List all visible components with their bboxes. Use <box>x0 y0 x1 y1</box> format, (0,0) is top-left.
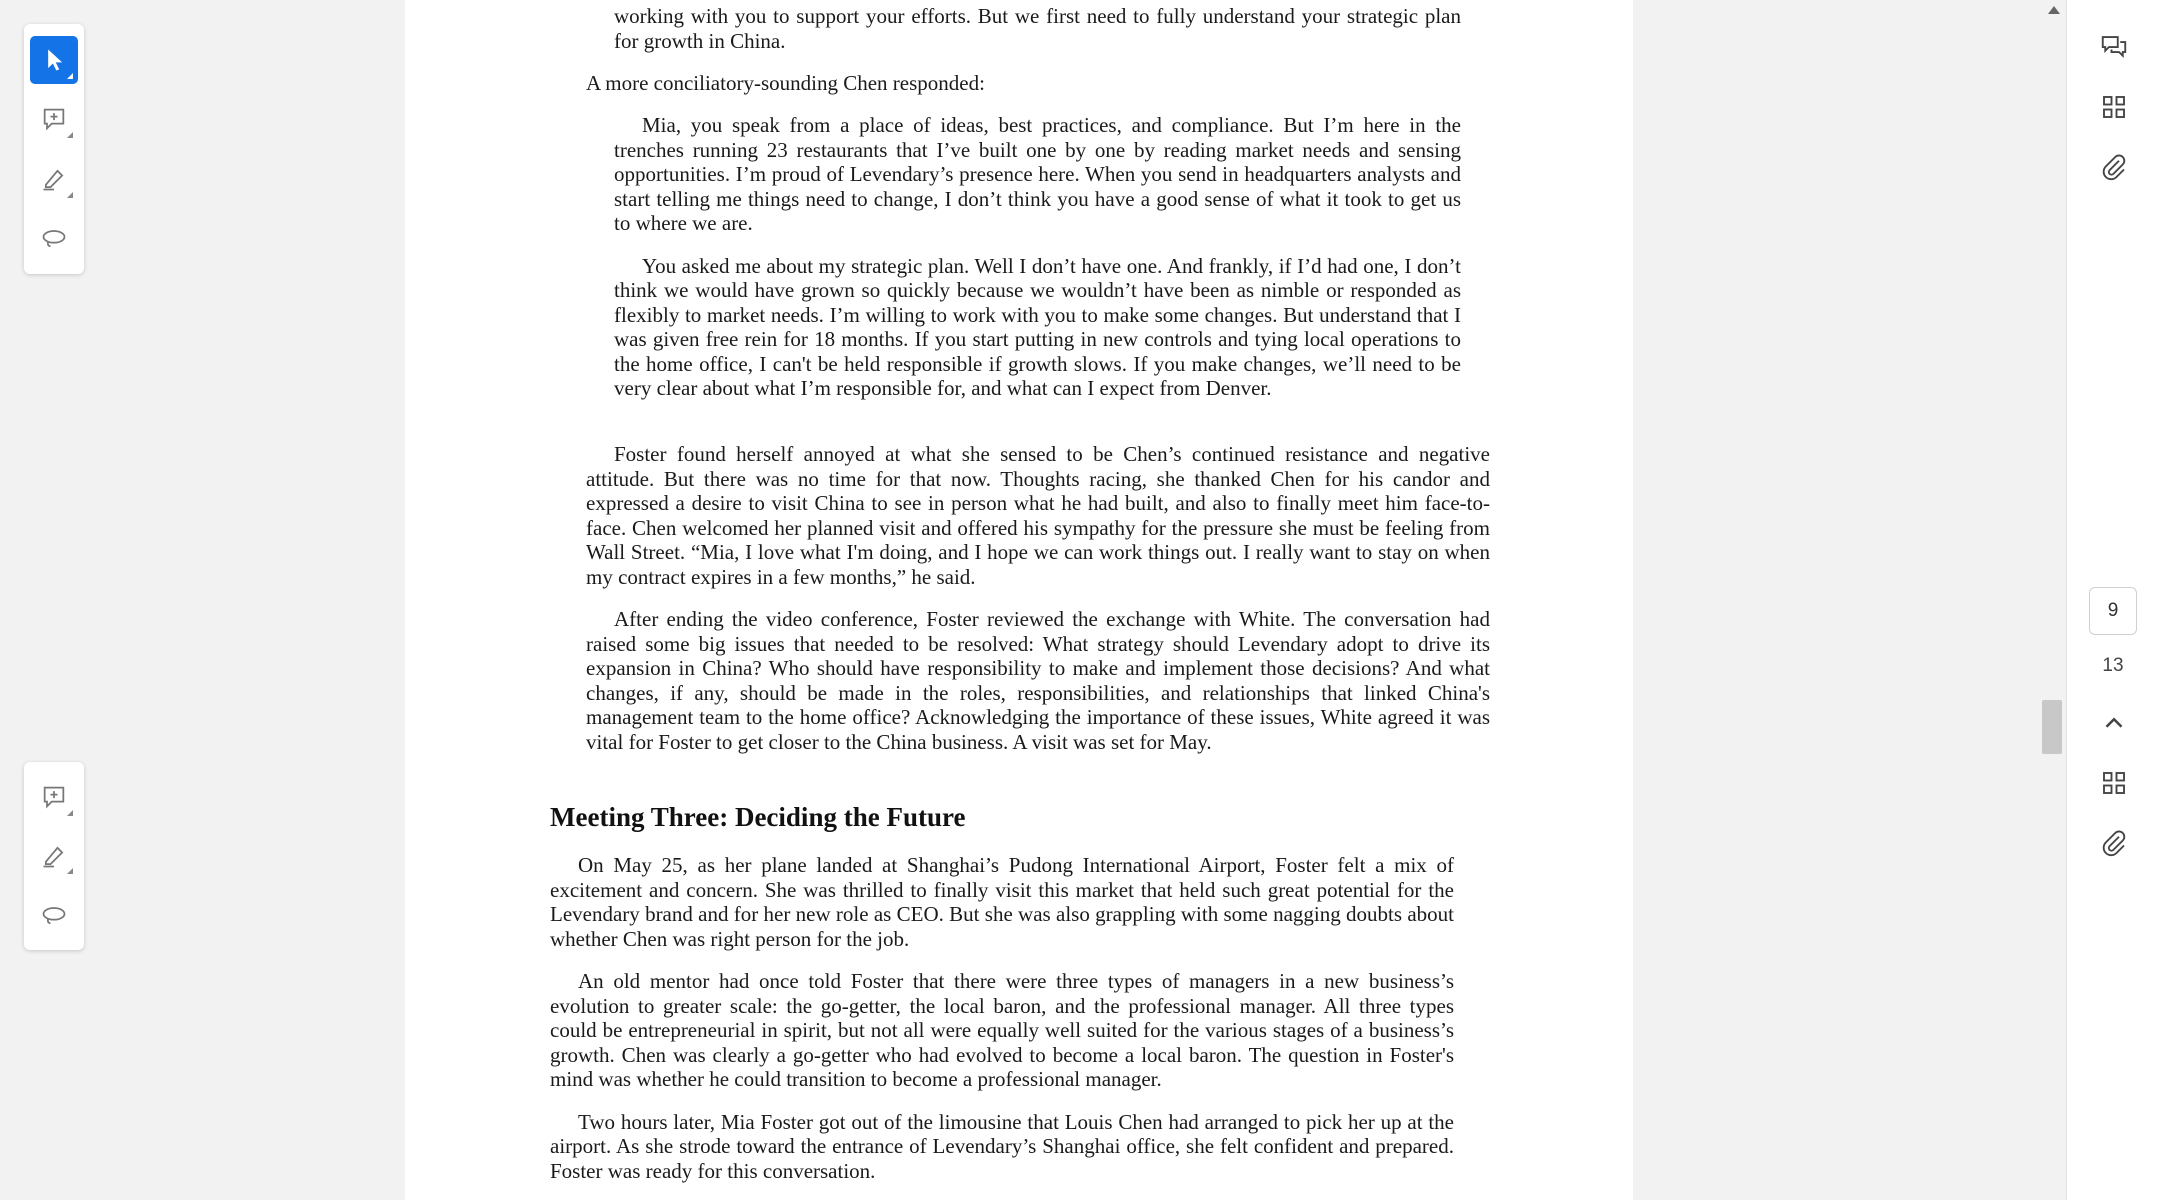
attachment-icon <box>2099 828 2129 858</box>
paragraph: A more conciliatory-sounding Chen responded: <box>586 71 985 95</box>
add-comment-icon <box>40 105 68 133</box>
right-panel <box>2066 0 2160 1200</box>
left-toolbar-top <box>24 24 84 274</box>
page-up-button[interactable] <box>2097 706 2131 740</box>
add-comment-icon <box>40 783 68 811</box>
paragraph: You asked me about my strategic plan. Well I don’t have one. And frankly, if I’d had one, I don’t think we would have grown so quickly because we wouldn’t have been as nimble or responded as flexibly to market needs. I’m willing to work with you to make some changes. But understand that I was given free rein for 18 months. If you start putting in new controls and tying local operations to the home office, I can't be held responsible if growth slows. If you make changes, we’ll need to be very clear about what I’m responsible for, and what can I expect from Denver. <box>614 253 1461 400</box>
comments-icon <box>2099 32 2129 62</box>
paragraph: Foster found herself annoyed at what she sensed to be Chen’s continued resistance and negative attitude. But there was no time for that now. Thoughts racing, she thanked Chen for his candor and expressed a desire to visit China to see in person what he had built, and also to finally meet him face-to-face. Chen welcomed her planned visit and offered his sympathy for the pressure she must be feeling from Wall Street. “Mia, I love what I'm doing, and I hope we can work things out. I really want to stay on when my contract expires in a few months,” he said. <box>586 442 1490 589</box>
chen-quote-block <box>614 113 1461 419</box>
select-tool-button[interactable] <box>30 36 78 84</box>
scroll-up-arrow-icon[interactable] <box>2048 6 2060 14</box>
paragraph: After ending the video conference, Foster reviewed the exchange with White. The conversation had raised some big issues that needed to be resolved: What strategy should Levendary adopt to drive its expansion in China? Who should have responsibility to make and implement those decisions? And what changes, if any, should be made in the roles, responsibilities, and relationships that linked China's management team to the home office? Acknowledging the importance of these issues, White agreed it was vital for Foster to get closer to the China business. A visit was set for May. <box>586 607 1490 754</box>
tool-menu-corner <box>67 192 73 198</box>
paragraph: On May 25, as her plane landed at Shanghai’s Pudong International Airport, Foster felt a mix of excitement and concern. She was thrilled to finally visit this market that held such great potential for the Levendary brand and for her new role as CEO. But she was also grappling with some nagging doubts about whether Chen was right person for the job. <box>550 853 1454 951</box>
attachment-icon <box>2099 152 2129 182</box>
draw-pen-icon <box>40 842 68 870</box>
section-body <box>550 853 1454 1200</box>
draw-tool-button[interactable] <box>30 833 78 880</box>
scrollbar-thumb[interactable] <box>2042 700 2062 754</box>
lasso-icon <box>40 224 68 252</box>
thumbnails-icon <box>2099 92 2129 122</box>
add-comment-tool-button[interactable] <box>30 96 78 144</box>
paragraph: Mia, you speak from a place of ideas, best practices, and compliance. But I’m here in the trenches running 23 restaurants that I’ve built one by one by reading market needs and sensing opportunities. I’m proud of Levendary’s presence here. When you send in headquarters analysts and start telling me things need to change, I don’t think you have a good sense of what it took to get us to where we are. <box>614 113 1461 235</box>
narrative-block <box>586 71 1490 114</box>
current-page-input[interactable]: 9 <box>2089 587 2137 635</box>
comments-button[interactable] <box>2097 30 2131 64</box>
quote-block-top <box>614 4 1461 71</box>
section-heading: Meeting Three: Deciding the Future <box>550 802 966 832</box>
paragraph: Two hours later, Mia Foster got out of the limousine that Louis Chen had arranged to pick her up at the airport. As she strode toward the entrance of Levendary’s Shanghai office, she felt confident and prepared. Foster was ready for this conversation. <box>550 1109 1454 1183</box>
lasso-tool-button[interactable] <box>30 215 78 263</box>
total-pages: 13 <box>2102 655 2124 676</box>
vertical-scrollbar[interactable] <box>2040 0 2066 1200</box>
document-page <box>405 0 1633 1200</box>
add-comment-tool-button[interactable] <box>30 774 78 821</box>
lasso-tool-button[interactable] <box>30 891 78 938</box>
attachments-button[interactable] <box>2097 826 2131 860</box>
scroll-up-icon <box>2099 708 2129 738</box>
thumbnails-button[interactable] <box>2097 766 2131 800</box>
thumbnails-button[interactable] <box>2097 90 2131 124</box>
tool-menu-corner <box>67 810 73 816</box>
tool-menu-corner <box>67 132 73 138</box>
draw-pen-icon <box>40 165 68 193</box>
tool-menu-corner <box>67 73 73 79</box>
attachments-button[interactable] <box>2097 150 2131 184</box>
draw-tool-button[interactable] <box>30 155 78 203</box>
paragraph: An old mentor had once told Foster that there were three types of managers in a new business’s evolution to greater scale: the go-getter, the local baron, and the professional manager. All three types could be entrepreneurial in spirit, but not all were equally well suited for the various stages of a business’s growth. Chen was clearly a go-getter who had evolved to become a local baron. The question in Foster's mind was whether he could transition to become a professional manager. <box>550 969 1454 1091</box>
tool-menu-corner <box>67 868 73 874</box>
lasso-icon <box>40 901 68 929</box>
narrative-block <box>586 442 1490 772</box>
paragraph: working with you to support your efforts. But we first need to fully understand your strategic plan for growth in China. <box>614 4 1461 53</box>
thumbnails-icon <box>2099 768 2129 798</box>
select-arrow-icon <box>40 46 68 74</box>
left-toolbar-bottom <box>24 762 84 950</box>
